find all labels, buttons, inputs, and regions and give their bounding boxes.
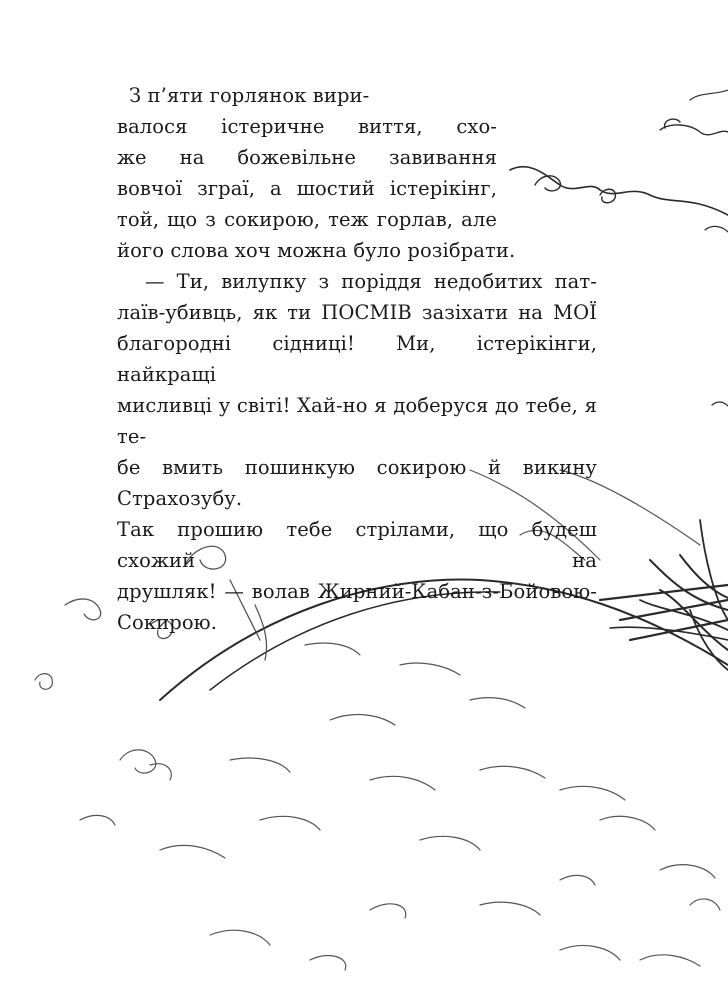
text-line: же на божевільне завивання [117,146,497,169]
text-line: валося істеричне виття, схо- [117,115,497,138]
text-line: вовчої зграї, а шостий істерікінг, [117,177,497,200]
text-line: З п’яти горлянок вири- [129,84,370,107]
paragraph-2 [117,266,597,638]
text-line: благородні сідниці! Ми, істерікінги, найкращі [117,332,597,386]
grass-cluster [600,520,728,670]
text-line: Так прошию тебе стрілами, що будеш схожий на [117,518,597,572]
text-line: бе вмить пошинкую сокирою й викину Страхозубу. [117,456,597,510]
text-line: лаїв-убивць, як ти ПОСМІВ зазіхати на МОЇ [117,301,597,324]
text-line: той, що з сокирою, теж горлав, але [117,208,497,231]
text-line: друшляк! — волав Жирний-Кабан-з-Бойовою- [117,580,597,603]
text-line: Сокирою. [117,611,218,634]
paragraph-1 [117,80,516,266]
text-line: мисливці у світі! Хай-но я доберуся до тебе, я те- [117,394,597,448]
text-line: його слова хоч можна було розібрати. [117,239,516,262]
text-line: — Ти, вилупку з поріддя недобитих пат- [145,270,597,293]
